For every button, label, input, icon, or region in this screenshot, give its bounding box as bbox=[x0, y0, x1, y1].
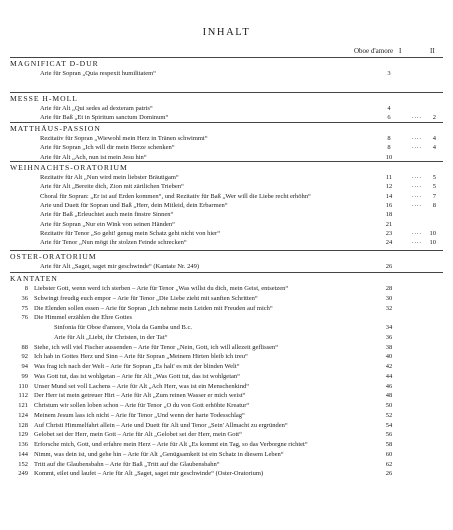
entry-title: Arie für Tenor „Nun mögt ihr stolzen Feinde schrecken“ bbox=[40, 239, 187, 247]
part-page-number: 2 bbox=[432, 114, 436, 122]
cantata-number: 94 bbox=[21, 363, 28, 370]
toc-entry[interactable] bbox=[0, 284, 453, 293]
cantata-number: 92 bbox=[21, 353, 28, 361]
page-number: 54 bbox=[385, 421, 393, 429]
entry-title: Arie für Sopran „Nur ein Wink von seinen Händen“ bbox=[40, 220, 175, 228]
section-heading: MESSE H-MOLL bbox=[10, 92, 443, 103]
page-number: 38 bbox=[385, 343, 393, 351]
cantata-number: 99 bbox=[21, 372, 28, 380]
page-number: 23 bbox=[385, 229, 393, 237]
toc-entry[interactable] bbox=[0, 362, 453, 371]
entry-title: Arie für Alt „Liebt, ihr Christen, in der Tat“ bbox=[54, 333, 168, 341]
entry-title: Unser Mund sei voll Lachens – Arie für Alt „Ach Herr, was ist ein Menschenkind“ bbox=[34, 382, 250, 390]
toc-entry[interactable] bbox=[0, 104, 453, 113]
page-number: 48 bbox=[385, 392, 393, 400]
toc-entry[interactable] bbox=[0, 469, 453, 478]
entry-title: Arie für Alt „Qui sedes ad dexteram patris“ bbox=[40, 105, 153, 112]
toc-entry[interactable] bbox=[0, 411, 453, 420]
part-page-number: 5 bbox=[432, 174, 436, 181]
entry-title: Rezitativ für Sopran „Wiewohl mein Herz in Tränen schwimmt“ bbox=[40, 135, 208, 142]
entry-title: Schwingt freudig euch empor – Arie für Tenor „Die Liebe zieht mit sanften Schritten“ bbox=[34, 294, 258, 302]
cantata-number: 136 bbox=[18, 441, 28, 448]
page-number: 3 bbox=[387, 70, 391, 77]
toc-entry[interactable] bbox=[0, 323, 453, 332]
entry-title: Nimm, was dein ist, und gehe hin – Arie für Alt „Genügsamkeit ist ein Schatz in diesem Leben“ bbox=[34, 450, 284, 458]
page-number: 56 bbox=[385, 431, 393, 439]
toc-entry[interactable] bbox=[0, 304, 453, 313]
part-page-number: 4 bbox=[432, 135, 436, 142]
page-number: 58 bbox=[385, 441, 393, 448]
entry-title: Siehe, ich will viel Fischer aussenden – Arie für Tenor „Nein, Gott, ich will allezeit geflissen“ bbox=[34, 343, 279, 351]
toc-entry[interactable] bbox=[0, 391, 453, 400]
entry-title: Ich hab in Gottes Herz und Sinn – Arie für Sopran „Meinem Hirten bleib ich treu“ bbox=[34, 353, 248, 361]
part-page-number: 8 bbox=[432, 201, 436, 209]
section-heading: MAGNIFICAT D-DUR bbox=[10, 57, 443, 68]
toc-entry[interactable] bbox=[0, 182, 453, 191]
entry-title: Arie für Baß „Erleuchtet auch mein finstre Sinnen“ bbox=[40, 211, 174, 219]
page-number: 36 bbox=[385, 333, 393, 341]
leader-dots: .... bbox=[412, 239, 422, 246]
page-number: 26 bbox=[385, 470, 393, 478]
cantata-number: 75 bbox=[21, 304, 28, 312]
toc-entry[interactable] bbox=[0, 220, 453, 229]
section-heading: KANTATEN bbox=[10, 272, 443, 283]
toc-entry[interactable] bbox=[0, 134, 453, 143]
page-number: 46 bbox=[385, 382, 393, 390]
entry-title: Liebster Gott, wenn werd ich sterben – Arie für Tenor „Was willst du dich, mein Geist, entsetzen“ bbox=[34, 285, 289, 292]
cantata-number: 124 bbox=[18, 411, 28, 419]
page-number: 4 bbox=[387, 105, 391, 112]
entry-title: Was Gott tut, das ist wohlgetan – Arie für Alt „Was Gott tut, das ist wohlgetan“ bbox=[34, 372, 241, 380]
toc-entry[interactable] bbox=[0, 333, 453, 342]
page-number: 24 bbox=[385, 239, 393, 247]
entry-title: Rezitativ für Tenor „So geht! genug mein Schatz geht nicht von hier“ bbox=[40, 229, 221, 237]
toc-entry[interactable] bbox=[0, 173, 453, 182]
entry-title: Der Herr ist mein getreuer Hirt – Arie für Alt „Zum reinen Wasser er mich weist“ bbox=[34, 392, 246, 400]
entry-title: Die Elenden sollen essen – Arie für Sopran „Ich nehme mein Leiden mit Freuden auf mich“ bbox=[34, 304, 273, 312]
entry-title: Arie für Alt „Bereite dich, Zion mit zärtlichen Trieben“ bbox=[40, 183, 184, 191]
page-number: 28 bbox=[385, 285, 393, 292]
page-number: 32 bbox=[385, 304, 393, 312]
part-page-number: 10 bbox=[429, 229, 436, 237]
toc-entry[interactable] bbox=[0, 343, 453, 352]
page-number: 8 bbox=[387, 144, 391, 152]
section-heading: MATTHÄUS-PASSION bbox=[10, 122, 443, 133]
entry-title: Sinfonia für Oboe d'amore, Viola da Gamba und B.c. bbox=[54, 324, 193, 331]
entry-title: Tritt auf die Glaubensbahn – Arie für Baß „Tritt auf die Glaubensbahn“ bbox=[34, 460, 220, 468]
cantata-number: 128 bbox=[18, 421, 28, 429]
cantata-number: 121 bbox=[18, 402, 28, 409]
page-title: INHALT bbox=[202, 27, 251, 38]
cantata-number: 8 bbox=[24, 285, 28, 292]
toc-entry[interactable] bbox=[0, 229, 453, 238]
page-number: 21 bbox=[385, 220, 393, 228]
toc-entry[interactable] bbox=[0, 401, 453, 410]
page-number: 8 bbox=[387, 135, 391, 142]
toc-entry[interactable] bbox=[0, 421, 453, 430]
column-header-oboe: Oboe d'amore bbox=[354, 47, 394, 55]
toc-entry[interactable] bbox=[0, 372, 453, 381]
leader-dots: .... bbox=[412, 144, 422, 151]
toc-entry[interactable] bbox=[0, 69, 453, 78]
page-number: 40 bbox=[385, 353, 393, 361]
cantata-number: 36 bbox=[21, 294, 28, 302]
entry-title: Kommt, eilet und laufet – Arie für Alt „Saget, saget mir geschwinde“ (Oster-Oratorium) bbox=[34, 470, 264, 478]
leader-dots: .... bbox=[412, 174, 422, 180]
cantata-number: 144 bbox=[18, 450, 28, 458]
page-number: 18 bbox=[385, 211, 393, 219]
page-number: 34 bbox=[385, 324, 393, 331]
entry-title: Arie für Sopran „Ich will dir mein Herze schenken“ bbox=[40, 144, 175, 152]
entry-title: Was frag ich nach der Welt – Arie für Sopran „Es halt' es mit der blinden Welt“ bbox=[34, 363, 240, 370]
toc-entry[interactable] bbox=[0, 238, 453, 247]
page-number: 14 bbox=[385, 192, 393, 200]
page-number: 52 bbox=[385, 411, 393, 419]
leader-dots: .... bbox=[412, 192, 422, 199]
entry-title: Christum wir sollen loben schon – Arie für Tenor „O du von Gott erhöhte Kreatur“ bbox=[34, 402, 250, 409]
entry-title: Die Himmel erzählen die Ehre Gottes bbox=[34, 314, 133, 322]
cantata-number: 249 bbox=[18, 470, 28, 478]
toc-entry[interactable] bbox=[0, 440, 453, 449]
page-number: 44 bbox=[385, 372, 393, 380]
part-page-number: 4 bbox=[432, 144, 436, 152]
leader-dots: .... bbox=[412, 135, 422, 141]
toc-entry[interactable] bbox=[0, 113, 453, 122]
toc-entry[interactable] bbox=[0, 460, 453, 469]
toc-entry[interactable] bbox=[0, 201, 453, 210]
part-page-number: 5 bbox=[432, 183, 436, 191]
part-page-number: 10 bbox=[429, 239, 436, 247]
page-number: 12 bbox=[385, 183, 393, 191]
page-number: 16 bbox=[385, 201, 393, 209]
entry-title: Gelobet sei der Herr, mein Gott – Arie für Alt „Gelobet sei der Herr, mein Gott“ bbox=[34, 431, 242, 439]
column-header-II: II bbox=[430, 47, 435, 55]
page-number: 62 bbox=[385, 460, 393, 468]
cantata-number: 88 bbox=[21, 343, 28, 351]
toc-entry[interactable] bbox=[0, 382, 453, 391]
section-heading: WEIHNACHTS-ORATORIUM bbox=[10, 161, 443, 172]
cantata-number: 112 bbox=[18, 392, 28, 400]
page-number: 50 bbox=[385, 402, 393, 409]
toc-entry[interactable] bbox=[0, 430, 453, 439]
toc-entry[interactable] bbox=[0, 352, 453, 361]
toc-entry[interactable] bbox=[0, 143, 453, 152]
entry-title: Arie für Baß „Et in Spiritum sanctum Dominum“ bbox=[40, 114, 169, 122]
entry-title: Erforsche mich, Gott, und erfahre mein Herz – Arie für Alt „Es kommt ein Tag, so das Verborgne richtet“ bbox=[34, 441, 308, 448]
entry-title: Arie für Alt „Ach, nun ist mein Jesu hin“ bbox=[40, 153, 147, 161]
page-number: 26 bbox=[385, 263, 393, 270]
part-page-number: 7 bbox=[432, 192, 436, 200]
page-number: 6 bbox=[387, 114, 391, 122]
column-header-I: I bbox=[399, 47, 402, 55]
cantata-number: 76 bbox=[21, 314, 28, 322]
leader-dots: .... bbox=[412, 183, 422, 190]
entry-title: Rezitativ für Alt „Nun wird mein liebster Bräutigam“ bbox=[40, 174, 179, 181]
entry-title: Choral für Sopran: „Er ist auf Erden kommen“, und Rezitativ für Baß „Wer will die Liebe recht erhöhn“ bbox=[40, 192, 311, 200]
leader-dots: .... bbox=[412, 114, 422, 121]
entry-title: Arie und Duett für Sopran und Baß „Herr, dein Mitleid, dein Erbarmen“ bbox=[40, 201, 228, 209]
toc-entry[interactable] bbox=[0, 313, 453, 322]
entry-title: Auf Christi Himmelfahrt allein – Arie und Duett für Alt und Tenor „Sein' Allmacht zu ergründen“ bbox=[34, 421, 288, 429]
toc-entry[interactable] bbox=[0, 450, 453, 459]
toc-entry[interactable] bbox=[0, 192, 453, 201]
leader-dots: .... bbox=[412, 201, 422, 208]
entry-title: Arie für Alt „Saget, saget mir geschwinde“ (Kantate Nr. 249) bbox=[40, 263, 200, 270]
leader-dots: .... bbox=[412, 229, 422, 236]
cantata-number: 152 bbox=[18, 460, 28, 468]
page-number: 30 bbox=[385, 294, 393, 302]
toc-entry[interactable] bbox=[0, 210, 453, 219]
cantata-number: 129 bbox=[18, 431, 28, 439]
page-number: 60 bbox=[385, 450, 393, 458]
toc-entry[interactable] bbox=[0, 294, 453, 303]
toc-entry[interactable] bbox=[0, 262, 453, 271]
entry-title: Meinem Jesum lass ich nicht – Arie für Tenor „Und wenn der harte Todesschlag“ bbox=[34, 411, 245, 419]
entry-title: Arie für Sopran „Quia respexit humilitatem“ bbox=[40, 70, 157, 77]
page-number: 42 bbox=[385, 363, 393, 370]
cantata-number: 110 bbox=[18, 382, 28, 390]
page-number: 10 bbox=[385, 153, 393, 161]
section-heading: OSTER-ORATORIUM bbox=[10, 250, 443, 261]
page-number: 11 bbox=[385, 174, 393, 181]
